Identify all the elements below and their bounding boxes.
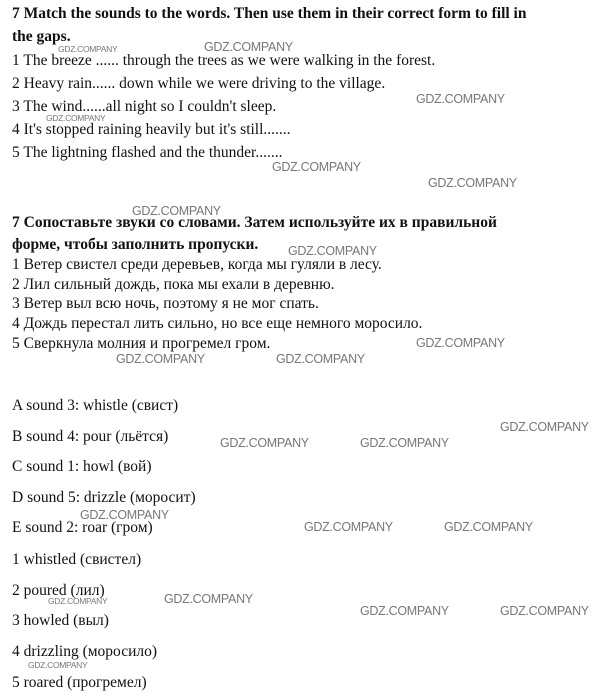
exercise-item-en-1: 1 The breeze ...... through the trees as we were walking in the forest. [12,52,436,69]
answer-word-3: 3 howled (выл) [12,612,109,629]
exercise-item-en-5: 5 The lightning flashed and the thunder....... [12,144,283,161]
exercise-item-ru-3: 3 Ветер выл всю ночь, поэтому я не мог спать. [12,295,319,312]
watermark: GDZ.COMPANY [272,160,361,174]
watermark: GDZ.COMPANY [304,520,393,534]
answer-sound-e: E sound 2: roar (гром) [12,519,153,536]
exercise-item-en-4: 4 It's stopped raining heavily but it's still....... [12,121,291,138]
watermark: GDZ.COMPANY [132,204,221,218]
watermark: GDZ.COMPANY [416,92,505,106]
watermark: GDZ.COMPANY [80,508,169,522]
watermark: GDZ.COMPANY [46,113,106,123]
watermark: GDZ.COMPANY [288,244,377,258]
watermark: GDZ.COMPANY [28,660,88,670]
watermark: GDZ.COMPANY [360,604,449,618]
exercise-item-en-3: 3 The wind......all night so I couldn't sleep. [12,98,277,115]
answer-word-5: 5 roared (прогремел) [12,674,147,691]
answer-sound-a: A sound 3: whistle (свист) [12,397,179,414]
answer-sound-c: C sound 1: howl (вой) [12,458,152,475]
answer-word-2: 2 poured (лил) [12,582,105,599]
answer-word-1: 1 whistled (свистел) [12,551,142,568]
watermark: GDZ.COMPANY [416,336,505,350]
watermark: GDZ.COMPANY [220,436,309,450]
answer-sound-d: D sound 5: drizzle (моросит) [12,489,196,506]
exercise-item-ru-4: 4 Дождь перестал лить сильно, но все еще немного моросило. [12,315,423,332]
watermark: GDZ.COMPANY [164,592,253,606]
exercise-item-ru-1: 1 Ветер свистел среди деревьев, когда мы гуляли в лесу. [12,256,382,273]
watermark: GDZ.COMPANY [500,420,589,434]
exercise-heading-ru: 7 Сопоставьте звуки со словами. Затем используйте их в правильной [12,214,497,231]
exercise-heading-en: 7 Match the sounds to the words. Then use them in their correct form to fill in [12,5,527,22]
watermark: GDZ.COMPANY [204,40,293,54]
exercise-item-ru-5: 5 Сверкнула молния и прогремел гром. [12,335,271,352]
watermark: GDZ.COMPANY [428,176,517,190]
exercise-item-ru-2: 2 Лил сильный дождь, пока мы ехали в деревню. [12,276,335,293]
exercise-heading-ru-cont: форме, чтобы заполнить пропуски. [12,236,259,253]
watermark: GDZ.COMPANY [116,352,205,366]
watermark: GDZ.COMPANY [360,436,449,450]
exercise-item-en-2: 2 Heavy rain...... down while we were driving to the village. [12,75,386,92]
watermark: GDZ.COMPANY [500,604,589,618]
answer-sound-b: B sound 4: pour (льётся) [12,428,169,445]
watermark: GDZ.COMPANY [58,44,118,54]
answer-word-4: 4 drizzling (моросило) [12,643,158,660]
watermark: GDZ.COMPANY [444,520,533,534]
watermark: GDZ.COMPANY [276,352,365,366]
exercise-heading-en-cont: the gaps. [12,28,71,45]
watermark: GDZ.COMPANY [48,596,108,606]
